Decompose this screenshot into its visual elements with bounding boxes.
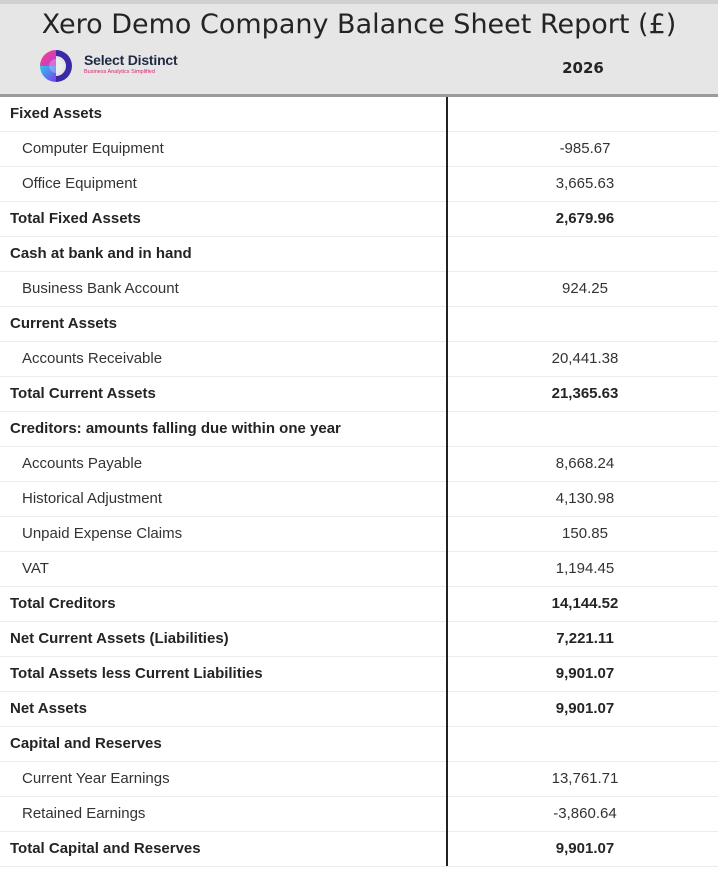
- row-value: 14,144.52: [551, 595, 619, 612]
- row-value: -985.67: [559, 140, 611, 157]
- row-label: Business Bank Account: [22, 280, 179, 297]
- row-value: [448, 97, 718, 131]
- table-row: [0, 762, 718, 797]
- row-value: [448, 237, 718, 271]
- row-value: 924.25: [562, 280, 608, 297]
- column-divider: [446, 97, 448, 866]
- row-label: Net Current Assets (Liabilities): [10, 630, 229, 647]
- row-value: [448, 307, 718, 341]
- row-label: Accounts Payable: [22, 455, 143, 472]
- row-value: 13,761.71: [551, 770, 619, 787]
- row-label: Historical Adjustment: [22, 490, 163, 507]
- row-label: Computer Equipment: [22, 140, 164, 157]
- row-value: 21,365.63: [551, 385, 619, 402]
- table-row: [0, 272, 718, 307]
- row-value: 20,441.38: [551, 350, 619, 367]
- row-label: Total Fixed Assets: [10, 210, 141, 227]
- row-label: Total Capital and Reserves: [10, 840, 201, 857]
- row-value: 4,130.98: [555, 490, 615, 507]
- table-row: [0, 342, 718, 377]
- table-row-heading: [0, 832, 718, 867]
- row-value: 3,665.63: [555, 175, 615, 192]
- table-row-heading: [0, 307, 718, 342]
- table-row-heading: [0, 727, 718, 762]
- row-label: Current Assets: [10, 315, 117, 332]
- row-value: 7,221.11: [556, 630, 614, 647]
- row-label: Current Year Earnings: [22, 770, 170, 787]
- row-value: 1,194.45: [555, 560, 615, 577]
- row-label: VAT: [22, 560, 49, 577]
- table-row: [0, 482, 718, 517]
- table-row: [0, 797, 718, 832]
- table-row-heading: [0, 237, 718, 272]
- row-label: Unpaid Expense Claims: [22, 525, 183, 542]
- row-value: 2,679.96: [555, 210, 615, 227]
- logo-tagline: Business Analytics Simplified: [84, 69, 155, 75]
- row-value: 8,668.24: [555, 455, 615, 472]
- report-title: Xero Demo Company Balance Sheet Report (£): [41, 9, 677, 40]
- table-row: [0, 552, 718, 587]
- row-value: 9,901.07: [555, 700, 615, 717]
- row-value: [448, 412, 718, 446]
- row-label: Creditors: amounts falling due within one year: [10, 420, 341, 437]
- row-label: Accounts Receivable: [22, 350, 163, 367]
- logo-name: Select Distinct: [84, 52, 178, 68]
- table-row-heading: [0, 587, 718, 622]
- row-label: Total Current Assets: [10, 385, 156, 402]
- table-row-heading: [0, 202, 718, 237]
- row-value: 9,901.07: [555, 840, 615, 857]
- row-value: 150.85: [562, 525, 608, 542]
- row-value: 9,901.07: [555, 665, 615, 682]
- year-column-header: 2026: [562, 59, 604, 77]
- table-row: [0, 167, 718, 202]
- row-label: Total Assets less Current Liabilities: [10, 665, 263, 682]
- table-row-heading: [0, 412, 718, 447]
- row-label: Cash at bank and in hand: [10, 245, 192, 262]
- row-value: -3,860.64: [553, 805, 617, 822]
- table-row-heading: [0, 97, 718, 132]
- row-label: Total Creditors: [10, 595, 116, 612]
- table-row-heading: [0, 657, 718, 692]
- table-row-heading: [0, 377, 718, 412]
- row-value: [448, 727, 718, 761]
- table-row-heading: [0, 692, 718, 727]
- select-distinct-logo-mark: [36, 46, 76, 86]
- table-row: [0, 517, 718, 552]
- row-label: Retained Earnings: [22, 805, 146, 822]
- select-distinct-logo: [36, 46, 236, 86]
- table-row: [0, 132, 718, 167]
- table-row: [0, 447, 718, 482]
- table-row-heading: [0, 622, 718, 657]
- row-label: Office Equipment: [22, 175, 137, 192]
- row-label: Fixed Assets: [10, 105, 102, 122]
- balance-sheet-table: [0, 97, 718, 867]
- row-label: Net Assets: [10, 700, 87, 717]
- row-label: Capital and Reserves: [10, 735, 162, 752]
